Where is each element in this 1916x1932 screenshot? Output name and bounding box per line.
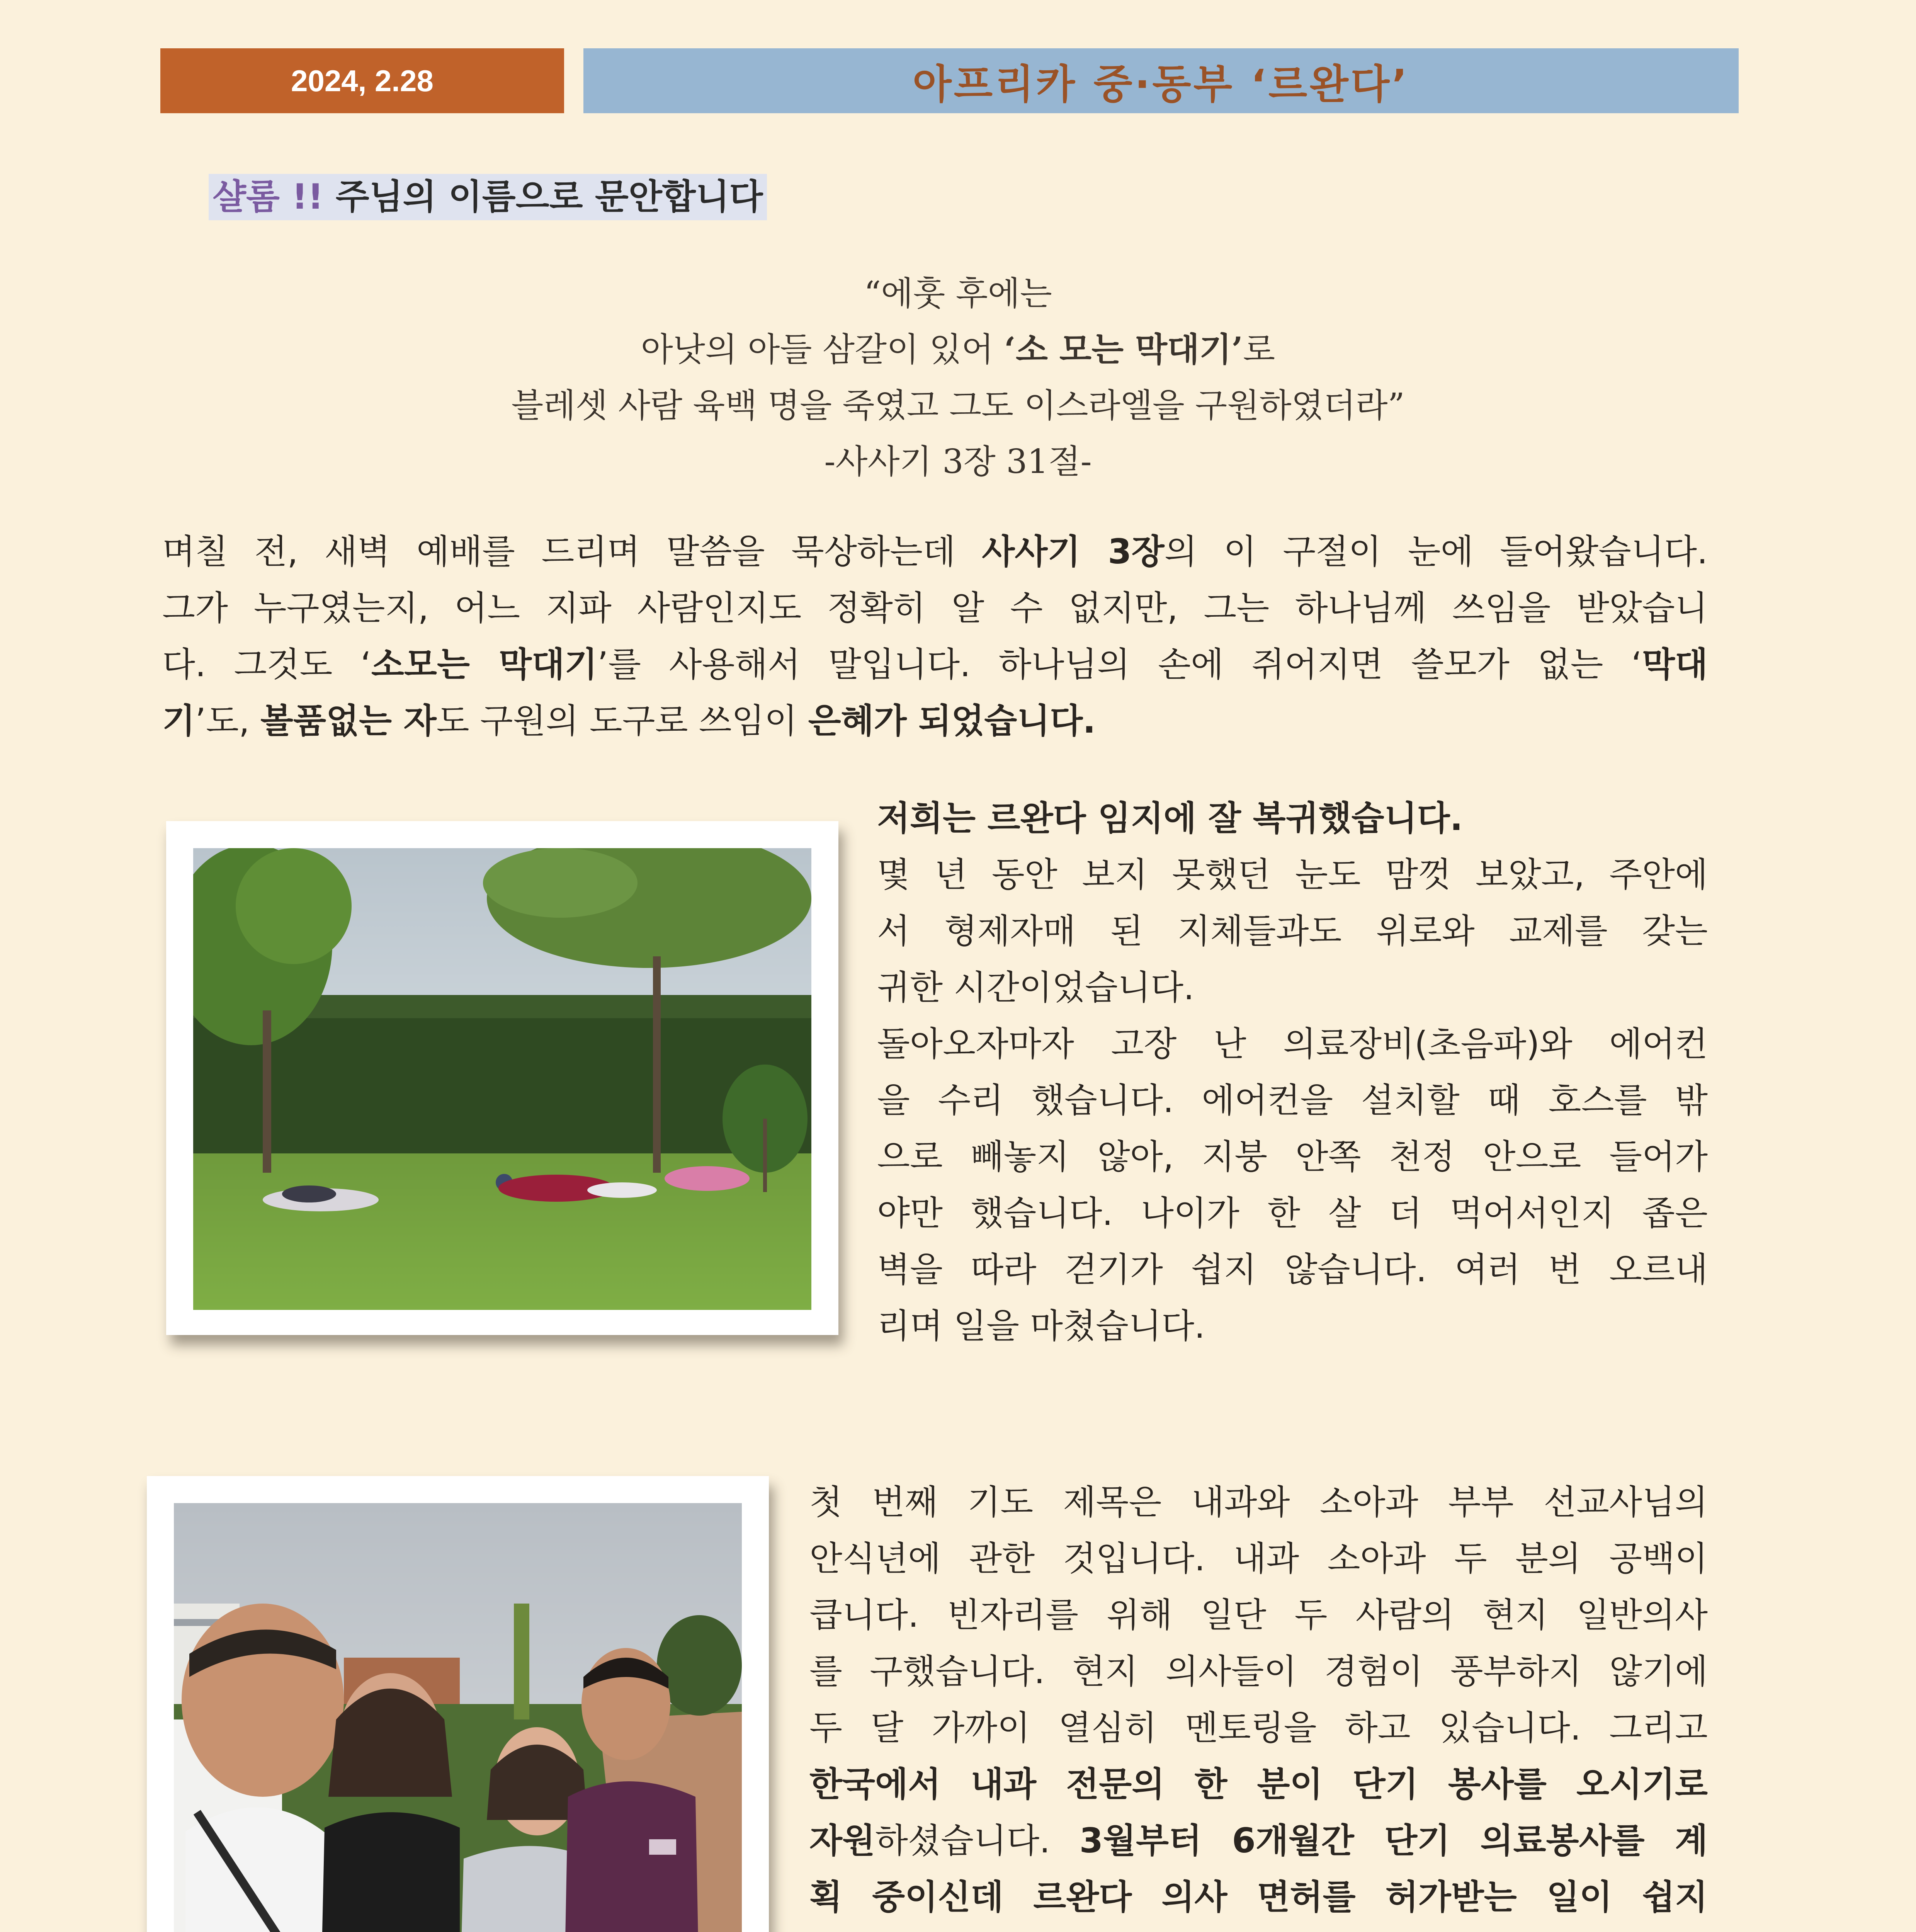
- prayer-1-bold: 3월부터 6개월간 단기 의료봉사를 계: [1079, 1821, 1708, 1861]
- intro-text: ’를 사용해서 말입니다. 하나님의 손에 쥐어지면 쓸모가 없는 ‘: [597, 645, 1642, 684]
- prayer-1-text: 하셨습니다.: [875, 1821, 1080, 1861]
- prayer-1-line: 두 달 가까이 열심히 멘토링을 하고 있습니다. 그리고: [809, 1708, 1708, 1748]
- intro-text: ’도,: [195, 701, 260, 741]
- quote-reference: -사사기 3장 31절-: [824, 442, 1092, 481]
- prayer-1-section: [809, 1474, 1708, 1932]
- garden-photo: [193, 848, 811, 1310]
- return-line: 리며 일을 마쳤습니다.: [877, 1306, 1205, 1346]
- intro-text: 도 구원의 도구로 쓰임이: [436, 701, 808, 741]
- date-badge: 2024, 2.28: [160, 48, 564, 113]
- intro-line: 그가 누구였는지, 어느 지파 사람인지도 정확히 알 수 없지만, 그는 하나님께 쓰임을 받았습니: [162, 588, 1708, 628]
- intro-bold: 기: [162, 701, 196, 741]
- quote-line-3: 블레셋 사람 육백 명을 죽였고 그도 이스라엘을 구원하였더라”: [511, 386, 1405, 425]
- intro-bold: 은혜가 되었습니다.: [808, 701, 1096, 741]
- greeting-text: 주님의 이름으로 문안합니다: [323, 177, 763, 217]
- prayer-1-line: 를 구했습니다. 현지 의사들이 경험이 풍부하지 않기에: [809, 1651, 1708, 1691]
- quote-line-2-pre: 아낫의 아들 삼갈이 있어: [641, 330, 1004, 369]
- greeting: [209, 174, 767, 220]
- return-line: 야만 했습니다. 나이가 한 살 더 먹어서인지 좁은: [877, 1193, 1708, 1233]
- return-line: 으로 빼놓지 않아, 지붕 안쪽 천정 안으로 들어가: [877, 1137, 1708, 1177]
- greeting-lead: 샬롬 !!: [213, 177, 324, 217]
- return-section: [877, 790, 1708, 1354]
- garden-photo-frame: [166, 821, 838, 1335]
- prayer-1-line: [809, 1813, 1708, 1869]
- return-line: 벽을 따라 걷기가 쉽지 않습니다. 여러 번 오르내: [877, 1250, 1708, 1289]
- quote-emphasis: ‘소 모는 막대기’: [1004, 330, 1243, 369]
- prayer-1-bold: 자원: [809, 1821, 876, 1861]
- return-line: 을 수리 했습니다. 에어컨을 설치할 때 호스를 밖: [877, 1080, 1708, 1120]
- prayer-1-line: 한국에서 내과 전문의 한 분이 단기 봉사를 오시기로: [809, 1764, 1708, 1804]
- return-line: 귀한 시간이었습니다.: [877, 968, 1195, 1007]
- group-photo-frame: [147, 1476, 769, 1932]
- prayer-1-line: 첫 번째 기도 제목은 내과와 소아과 부부 선교사님의: [809, 1482, 1708, 1522]
- intro-text: 다. 그것도 ‘: [162, 645, 371, 684]
- prayer-1-line: [809, 1925, 1708, 1932]
- intro-bold: 막대: [1642, 645, 1708, 684]
- intro-line: [162, 524, 1708, 580]
- prayer-1-line: 획 중이신데 르완다 의사 면허를 허가받는 일이 쉽지: [809, 1877, 1708, 1917]
- prayer-1-line: 안식년에 관한 것입니다. 내과 소아과 두 분의 공백이: [809, 1539, 1708, 1578]
- intro-paragraph: [162, 524, 1708, 749]
- intro-line: [162, 693, 1708, 749]
- return-line: 몇 년 동안 보지 못했던 눈도 맘껏 보았고, 주안에: [877, 855, 1708, 895]
- quote-line-2: [0, 330, 1916, 369]
- intro-line: [162, 636, 1708, 693]
- quote-line-2-post: 로: [1243, 330, 1275, 369]
- quote-line-1: “에훗 후에는: [864, 274, 1052, 313]
- return-line: 서 형제자매 된 지체들과도 위로와 교제를 갖는: [877, 911, 1708, 951]
- garden-photo-image: [193, 848, 811, 1310]
- intro-bold: 소모는 막대기: [371, 645, 598, 684]
- intro-bold: 볼품없는 자: [260, 701, 437, 741]
- intro-text: 의 이 구절이 눈에 들어왔습니다.: [1164, 532, 1708, 571]
- group-photo: [174, 1503, 742, 1932]
- intro-bold: 사사기 3장: [982, 532, 1165, 571]
- intro-text: 며칠 전, 새벽 예배를 드리며 말씀을 묵상하는데: [162, 532, 982, 571]
- newsletter-title: 아프리카 중·동부 ‘르완다’: [583, 48, 1739, 113]
- group-photo-image: [174, 1503, 742, 1932]
- return-heading: 저희는 르완다 임지에 잘 복귀했습니다.: [877, 798, 1463, 838]
- prayer-1-line: 큽니다. 빈자리를 위해 일단 두 사람의 현지 일반의사: [809, 1595, 1708, 1635]
- return-line: 돌아오자마자 고장 난 의료장비(초음파)와 에어컨: [877, 1024, 1708, 1064]
